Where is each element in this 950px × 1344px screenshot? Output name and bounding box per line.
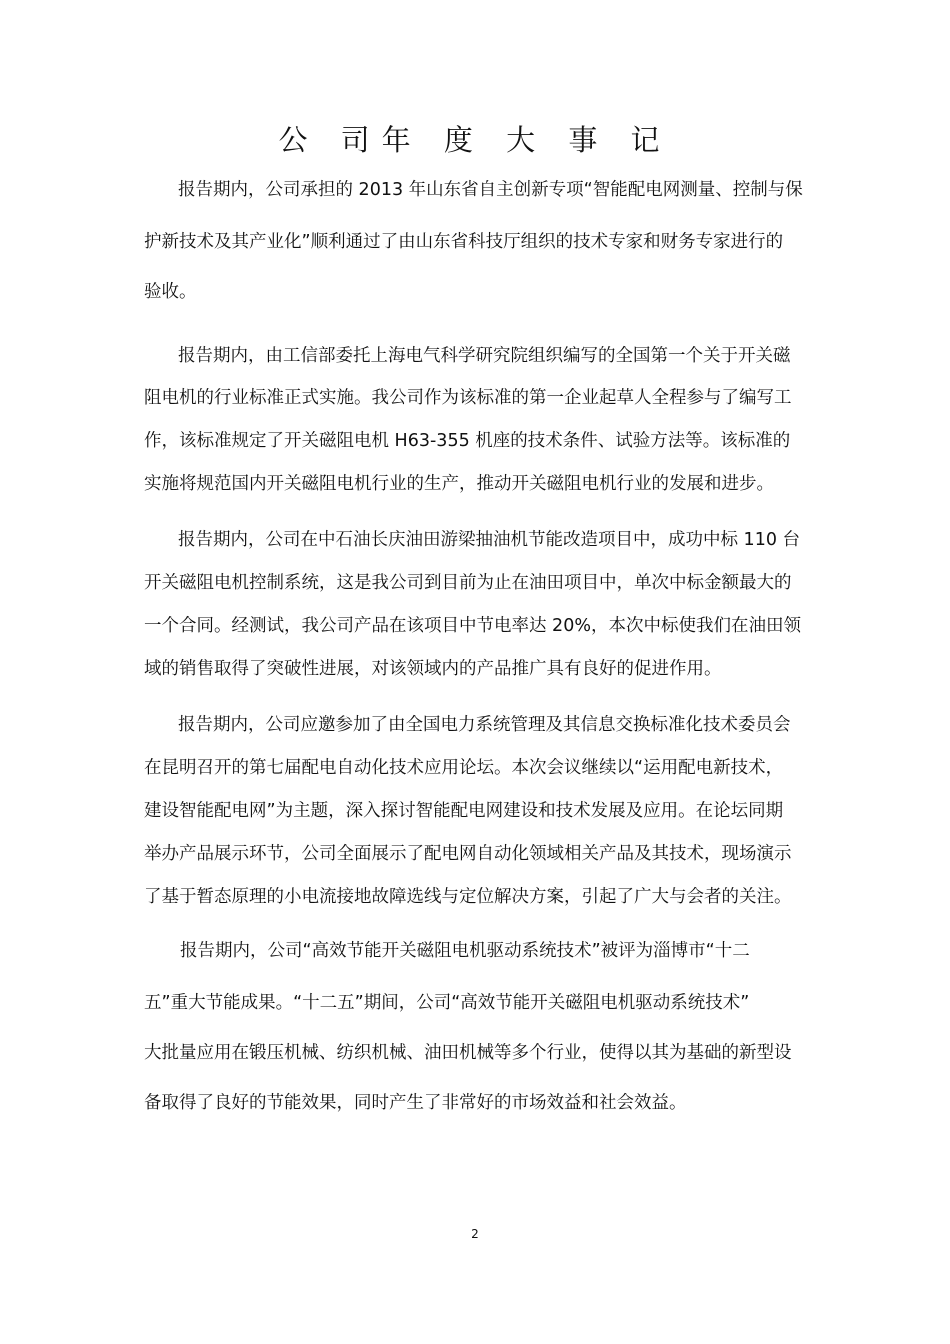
text-line: 举办产品展示环节，公司全面展示了配电网自动化领域相关产品及其技术，现场演示	[144, 844, 792, 864]
text-line: 一个合同。经测试，我公司产品在该项目中节电率达 20%，本次中标使我们在油田领	[144, 616, 801, 636]
text-line: 在昆明召开的第七届配电自动化技术应用论坛。本次会议继续以“运用配电新技术，	[144, 758, 784, 778]
text-line: 报告期内，公司在中石油长庆油田游梁抽油机节能改造项目中，成功中标 110 台	[178, 530, 801, 550]
text-line: 域的销售取得了突破性进展，对该领域内的产品推广具有良好的促进作用。	[144, 659, 722, 679]
text-line: 大批量应用在锻压机械、纺织机械、油田机械等多个行业，使得以其为基础的新型设	[144, 1043, 792, 1063]
page-number: 2	[471, 1227, 479, 1241]
text-line: 作，该标准规定了开关磁阻电机 H63-355 机座的技术条件、试验方法等。该标准的	[144, 431, 791, 451]
text-line: 了基于暂态原理的小电流接地故障选线与定位解决方案，引起了广大与会者的关注。	[144, 887, 792, 907]
text-line: 五”重大节能成果。“十二五”期间，公司“高效节能开关磁阻电机驱动系统技术”	[144, 993, 750, 1013]
text-line: 护新技术及其产业化”顺利通过了由山东省科技厅组织的技术专家和财务专家进行的	[144, 232, 784, 252]
text-line: 报告期内，公司“高效节能开关磁阻电机驱动系统技术”被评为淄博市“十二	[180, 941, 750, 961]
text-line: 备取得了良好的节能效果，同时产生了非常好的市场效益和社会效益。	[144, 1093, 687, 1113]
text-line: 报告期内，公司应邀参加了由全国电力系统管理及其信息交换标准化技术委员会	[178, 715, 791, 735]
text-line: 报告期内，公司承担的 2013 年山东省自主创新专项“智能配电网测量、控制与保	[178, 180, 803, 200]
document-title: 公 司年 度 大 事 记	[278, 123, 672, 157]
text-line: 报告期内，由工信部委托上海电气科学研究院组织编写的全国第一个关于开关磁	[178, 346, 791, 366]
text-line: 验收。	[144, 282, 197, 302]
text-line: 建设智能配电网”为主题，深入探讨智能配电网建设和技术发展及应用。在论坛同期	[144, 801, 784, 821]
text-line: 开关磁阻电机控制系统，这是我公司到目前为止在油田项目中，单次中标金额最大的	[144, 573, 792, 593]
text-line: 阻电机的行业标准正式实施。我公司作为该标准的第一企业起草人全程参与了编写工	[144, 388, 792, 408]
text-line: 实施将规范国内开关磁阻电机行业的生产，推动开关磁阻电机行业的发展和进步。	[144, 474, 774, 494]
